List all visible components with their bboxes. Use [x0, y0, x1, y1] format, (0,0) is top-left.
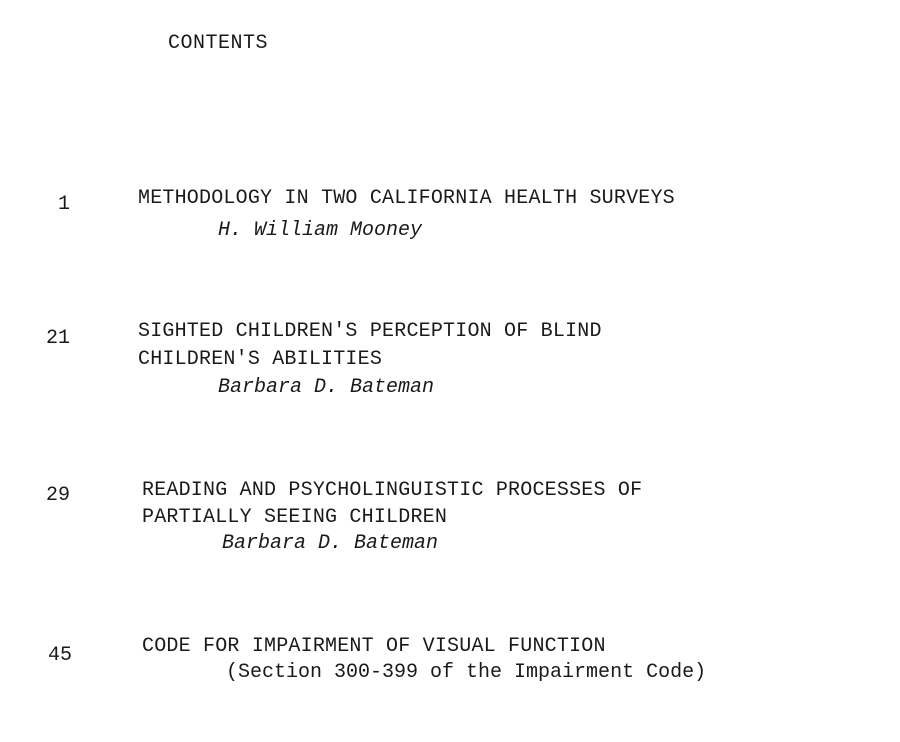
toc-title: SIGHTED CHILDREN'S PERCEPTION OF BLIND	[138, 320, 602, 343]
toc-page-number: 29	[46, 484, 71, 507]
toc-title: PARTIALLY SEEING CHILDREN	[142, 506, 448, 529]
toc-title: CODE FOR IMPAIRMENT OF VISUAL FUNCTION	[142, 635, 606, 658]
toc-title: READING AND PSYCHOLINGUISTIC PROCESSES OF	[142, 479, 643, 502]
toc-author: Barbara D. Bateman	[218, 376, 435, 399]
contents-heading: CONTENTS	[168, 32, 269, 55]
toc-page-number: 1	[58, 193, 71, 216]
toc-page-number: 21	[46, 327, 71, 350]
toc-subtitle: (Section 300-399 of the Impairment Code)	[226, 661, 707, 684]
toc-title: METHODOLOGY IN TWO CALIFORNIA HEALTH SURVEYS	[138, 187, 675, 210]
toc-title: CHILDREN'S ABILITIES	[138, 348, 383, 371]
toc-page-number: 45	[48, 644, 73, 667]
toc-author: H. William Mooney	[218, 219, 423, 242]
toc-author: Barbara D. Bateman	[222, 532, 439, 555]
